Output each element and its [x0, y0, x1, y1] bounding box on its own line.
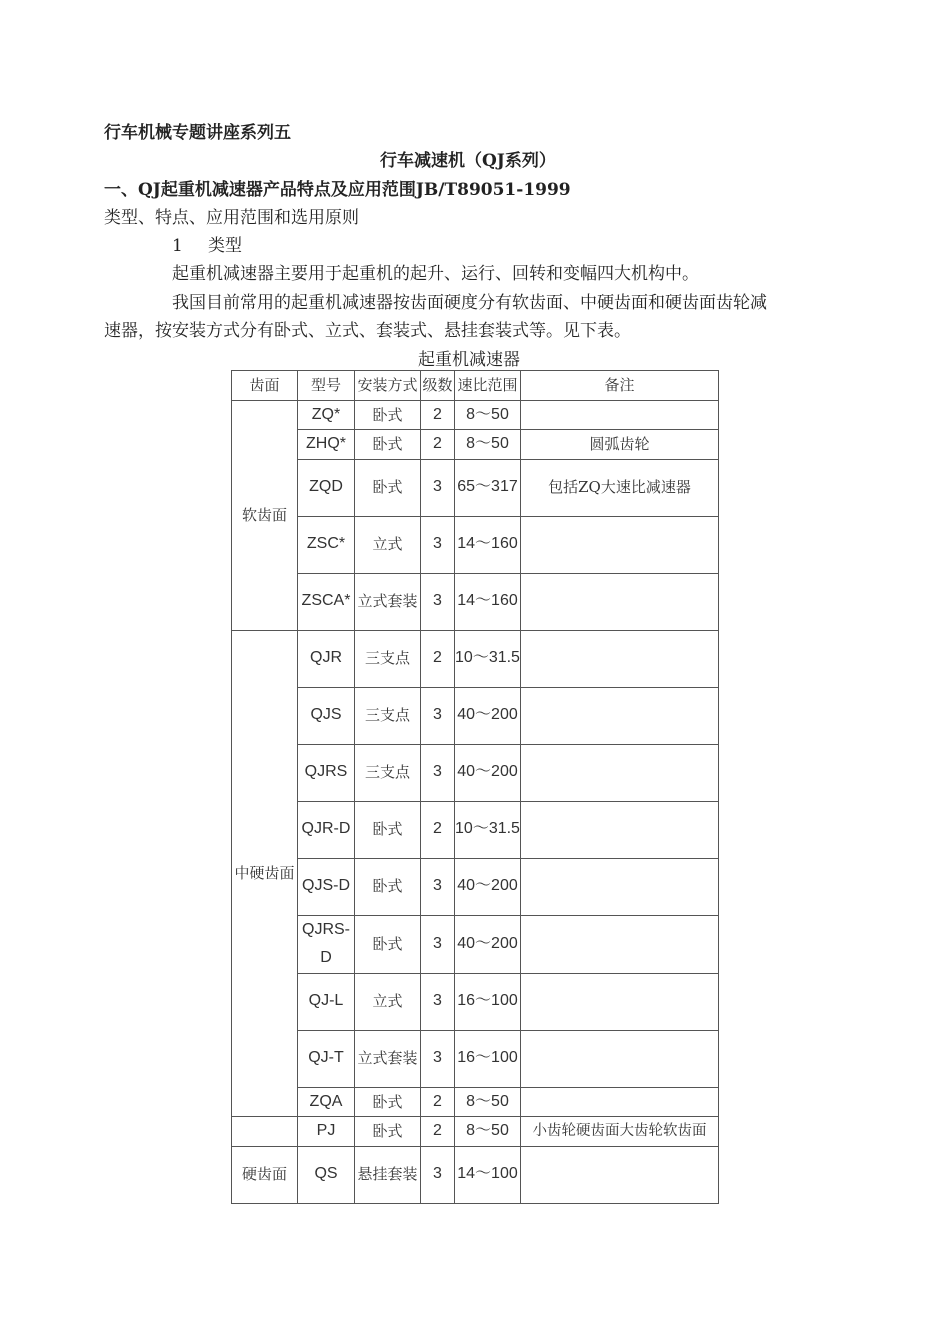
model-cell: QJS-D: [298, 858, 355, 915]
model-cell: QJS: [298, 687, 355, 744]
table-row: [232, 630, 719, 687]
table-caption: 起重机减速器: [418, 350, 520, 370]
header-mounting: 安装方式: [355, 371, 421, 401]
table-row: [232, 430, 719, 460]
stages-cell: 3: [421, 573, 455, 630]
ratio-cell: 8～50: [455, 1087, 521, 1117]
note-cell: 圆弧齿轮: [521, 430, 719, 460]
model-cell: QJ-T: [298, 1030, 355, 1087]
stages-cell: 3: [421, 1146, 455, 1203]
model-cell: ZHQ*: [298, 430, 355, 460]
header-remarks: 备注: [521, 371, 719, 401]
stages-cell: 3: [421, 973, 455, 1030]
mount-cell: 卧式: [355, 459, 421, 516]
ratio-cell: 40～200: [455, 744, 521, 801]
stages-cell: 3: [421, 1030, 455, 1087]
ratio-cell: 8～50: [455, 400, 521, 430]
table-row: [232, 400, 719, 430]
table-row: [232, 687, 719, 744]
stages-cell: 3: [421, 459, 455, 516]
group-cell: [232, 1117, 298, 1147]
mount-cell: 立式套装: [355, 1030, 421, 1087]
note-cell: [521, 858, 719, 915]
note-cell: 包括ZQ大速比减速器: [521, 459, 719, 516]
model-cell: QJ-L: [298, 973, 355, 1030]
table-row: [232, 915, 719, 973]
model-cell: QJR: [298, 630, 355, 687]
ratio-cell: 14～100: [455, 1146, 521, 1203]
model-cell: QJRS-D: [298, 915, 355, 973]
table-row: [232, 1117, 719, 1147]
mount-cell: 立式: [355, 973, 421, 1030]
stages-cell: 3: [421, 915, 455, 973]
stages-cell: 2: [421, 1087, 455, 1117]
ratio-cell: 16～100: [455, 973, 521, 1030]
table-row: [232, 1030, 719, 1087]
note-cell: [521, 516, 719, 573]
table-row: [232, 858, 719, 915]
model-cell: QJR-D: [298, 801, 355, 858]
paragraph-classification-line1: 我国目前常用的起重机减速器按齿面硬度分有软齿面、中硬齿面和硬齿面齿轮减: [172, 293, 767, 313]
paragraph-classification-line2: 速器，按安装方式分有卧式、立式、套装式、悬挂套装式等。见下表。: [104, 321, 631, 341]
table-row: [232, 459, 719, 516]
stages-cell: 3: [421, 858, 455, 915]
main-title: 行车减速机（QJ系列）: [380, 151, 556, 171]
subtitle-line: 类型、特点、应用范围和选用原则: [104, 208, 359, 228]
table-row: [232, 801, 719, 858]
stages-cell: 3: [421, 744, 455, 801]
stages-cell: 2: [421, 430, 455, 460]
header-tooth-surface: 齿面: [232, 371, 298, 401]
stages-cell: 2: [421, 1117, 455, 1147]
ratio-cell: 14～160: [455, 516, 521, 573]
note-cell: 小齿轮硬齿面大齿轮软齿面: [521, 1117, 719, 1147]
ratio-cell: 40～200: [455, 915, 521, 973]
mount-cell: 三支点: [355, 630, 421, 687]
series-title: 行车机械专题讲座系列五: [104, 123, 291, 143]
section-heading: 一、QJ起重机减速器产品特点及应用范围JB/T89051-1999: [104, 180, 571, 200]
mount-cell: 卧式: [355, 1117, 421, 1147]
header-stages: 级数: [421, 371, 455, 401]
model-cell: ZSC*: [298, 516, 355, 573]
stages-cell: 2: [421, 400, 455, 430]
mount-cell: 卧式: [355, 915, 421, 973]
table-row: [232, 516, 719, 573]
model-cell: ZSCA*: [298, 573, 355, 630]
mount-cell: 三支点: [355, 744, 421, 801]
mount-cell: 卧式: [355, 400, 421, 430]
note-cell: [521, 744, 719, 801]
note-cell: [521, 1146, 719, 1203]
mount-cell: 卧式: [355, 430, 421, 460]
paragraph-usage: 起重机减速器主要用于起重机的起升、运行、回转和变幅四大机构中。: [172, 264, 699, 284]
note-cell: [521, 687, 719, 744]
table-header-row: [232, 371, 719, 401]
table-row: [232, 744, 719, 801]
stages-cell: 3: [421, 687, 455, 744]
header-model: 型号: [298, 371, 355, 401]
list-item-type: [172, 231, 242, 256]
mount-cell: 卧式: [355, 858, 421, 915]
mount-cell: 立式套装: [355, 573, 421, 630]
model-cell: ZQD: [298, 459, 355, 516]
model-cell: QS: [298, 1146, 355, 1203]
mount-cell: 卧式: [355, 1087, 421, 1117]
group-cell: 硬齿面: [232, 1146, 298, 1203]
mount-cell: 三支点: [355, 687, 421, 744]
model-cell: ZQ*: [298, 400, 355, 430]
stages-cell: 2: [421, 801, 455, 858]
model-cell: QJRS: [298, 744, 355, 801]
note-cell: [521, 973, 719, 1030]
stages-cell: 2: [421, 630, 455, 687]
item-number: 1: [172, 236, 183, 256]
ratio-cell: 40～200: [455, 858, 521, 915]
group-cell: 中硬齿面: [232, 630, 298, 1117]
ratio-cell: 40～200: [455, 687, 521, 744]
ratio-cell: 8～50: [455, 430, 521, 460]
ratio-cell: 65～317: [455, 459, 521, 516]
note-cell: [521, 1087, 719, 1117]
note-cell: [521, 801, 719, 858]
table-row: [232, 1087, 719, 1117]
ratio-cell: 16～100: [455, 1030, 521, 1087]
note-cell: [521, 915, 719, 973]
model-cell: PJ: [298, 1117, 355, 1147]
ratio-cell: 10～31.5: [455, 630, 521, 687]
stages-cell: 3: [421, 516, 455, 573]
mount-cell: 悬挂套装: [355, 1146, 421, 1203]
note-cell: [521, 630, 719, 687]
mount-cell: 立式: [355, 516, 421, 573]
group-cell: 软齿面: [232, 400, 298, 630]
mount-cell: 卧式: [355, 801, 421, 858]
table-row: [232, 1146, 719, 1203]
ratio-cell: 8～50: [455, 1117, 521, 1147]
model-cell: ZQA: [298, 1087, 355, 1117]
note-cell: [521, 400, 719, 430]
table-row: [232, 573, 719, 630]
ratio-cell: 10～31.5: [455, 801, 521, 858]
header-ratio-range: 速比范围: [455, 371, 521, 401]
note-cell: [521, 1030, 719, 1087]
table-row: [232, 973, 719, 1030]
ratio-cell: 14～160: [455, 573, 521, 630]
item-label: 类型: [208, 236, 242, 256]
reducer-table: [231, 370, 719, 1204]
note-cell: [521, 573, 719, 630]
